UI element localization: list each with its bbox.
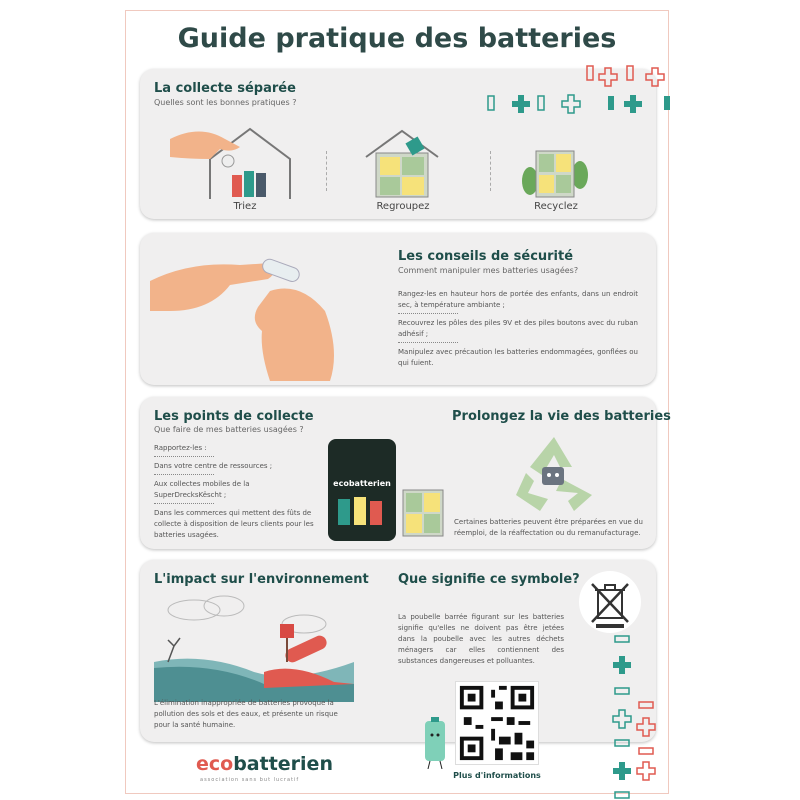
dotted-divider xyxy=(154,456,214,458)
divider xyxy=(326,151,327,191)
dotted-divider xyxy=(398,313,458,315)
points-item: Dans votre centre de ressources ; xyxy=(154,462,273,470)
prolongez-text: Certaines batteries peuvent être préparées en vue du réemploi, de la réaffectation ou du remanufacturage. xyxy=(454,518,643,537)
card-points xyxy=(140,397,671,549)
qr-code[interactable] xyxy=(455,681,539,765)
collection-barrel xyxy=(328,439,396,541)
points-list xyxy=(154,443,314,541)
logo-eco: eco xyxy=(196,753,234,775)
page-title: Guide pratique des batteries xyxy=(177,23,617,54)
prolongez-title: Prolongez la vie des batteries xyxy=(452,409,671,424)
step-recyclez-label: Recyclez xyxy=(534,201,578,212)
points-intro: Rapportez-les : xyxy=(154,444,207,452)
logo-tagline: association sans but lucratif xyxy=(200,777,300,783)
impact-title: L'impact sur l'environnement xyxy=(154,572,369,587)
poster xyxy=(125,10,669,794)
barrel-battery xyxy=(370,501,382,525)
securite-tip: Manipulez avec précaution les batteries endommagées, gonflées ou qui fuient. xyxy=(398,348,638,367)
logo-batterien: batterien xyxy=(233,753,333,775)
decorative-plus-minus-column xyxy=(605,630,665,800)
symbole-text: La poubelle barrée figurant sur les batteries signifie qu'elles ne doivent pas être jetées dans la poubelle avec les autres déchets ménagers car elles contiennent des substances dangereuses et polluantes. xyxy=(398,613,564,665)
barrel-brand: ecobatterien xyxy=(333,479,391,488)
crossed-bin-icon xyxy=(578,570,642,634)
card-impact xyxy=(140,560,656,742)
step-triez-label: Triez xyxy=(233,201,257,212)
securite-tip: Rangez-les en hauteur hors de portée des enfants, dans un endroit sec, à température ambiante ; xyxy=(398,290,638,309)
points-item: Dans les commerces qui mettent des fûts de collecte à disposition de leurs clients pour les batteries usagées. xyxy=(154,509,314,539)
barrel-battery xyxy=(354,497,366,525)
card-securite xyxy=(140,233,656,385)
securite-subtitle: Comment manipuler mes batteries usagées? xyxy=(398,266,579,275)
securite-tip: Recouvrez les pôles des piles 9V et des piles boutons avec du ruban adhésif ; xyxy=(398,319,638,338)
divider xyxy=(490,151,491,191)
securite-title: Les conseils de sécurité xyxy=(398,249,574,264)
dotted-divider xyxy=(154,474,214,476)
pollution-illustration xyxy=(154,592,354,702)
collecte-subtitle: Quelles sont les bonnes pratiques ? xyxy=(154,98,297,107)
recycle-bin-illustration xyxy=(520,145,590,199)
dotted-divider xyxy=(154,503,214,505)
collection-box-illustration xyxy=(402,489,444,537)
barrel-battery xyxy=(338,499,350,525)
regroup-house-illustration xyxy=(362,127,442,199)
recycle-icon xyxy=(512,433,596,513)
dotted-divider xyxy=(398,342,458,344)
ecobatterien-logo xyxy=(196,753,333,775)
sort-house-illustration xyxy=(170,119,310,199)
step-regroupez-label: Regroupez xyxy=(376,201,430,212)
decorative-plus-minus-pattern xyxy=(480,60,680,120)
battery-mascot-illustration xyxy=(422,717,448,769)
impact-text: L'élimination inappropriée de batteries provoque la pollution des sols et des eaux, et présente un risque pour la santé humaine. xyxy=(154,699,338,729)
securite-tip-list xyxy=(398,289,638,369)
points-item: Aux collectes mobiles de la SuperDrecksKëscht ; xyxy=(154,480,250,499)
points-title: Les points de collecte xyxy=(154,409,314,424)
more-info-link[interactable]: Plus d'informations xyxy=(453,771,541,780)
hands-battery-illustration xyxy=(150,241,350,381)
symbole-title: Que signifie ce symbole? xyxy=(398,572,580,587)
points-subtitle: Que faire de mes batteries usagées ? xyxy=(154,425,304,434)
qr-pattern xyxy=(456,682,538,764)
collecte-title: La collecte séparée xyxy=(154,81,296,96)
